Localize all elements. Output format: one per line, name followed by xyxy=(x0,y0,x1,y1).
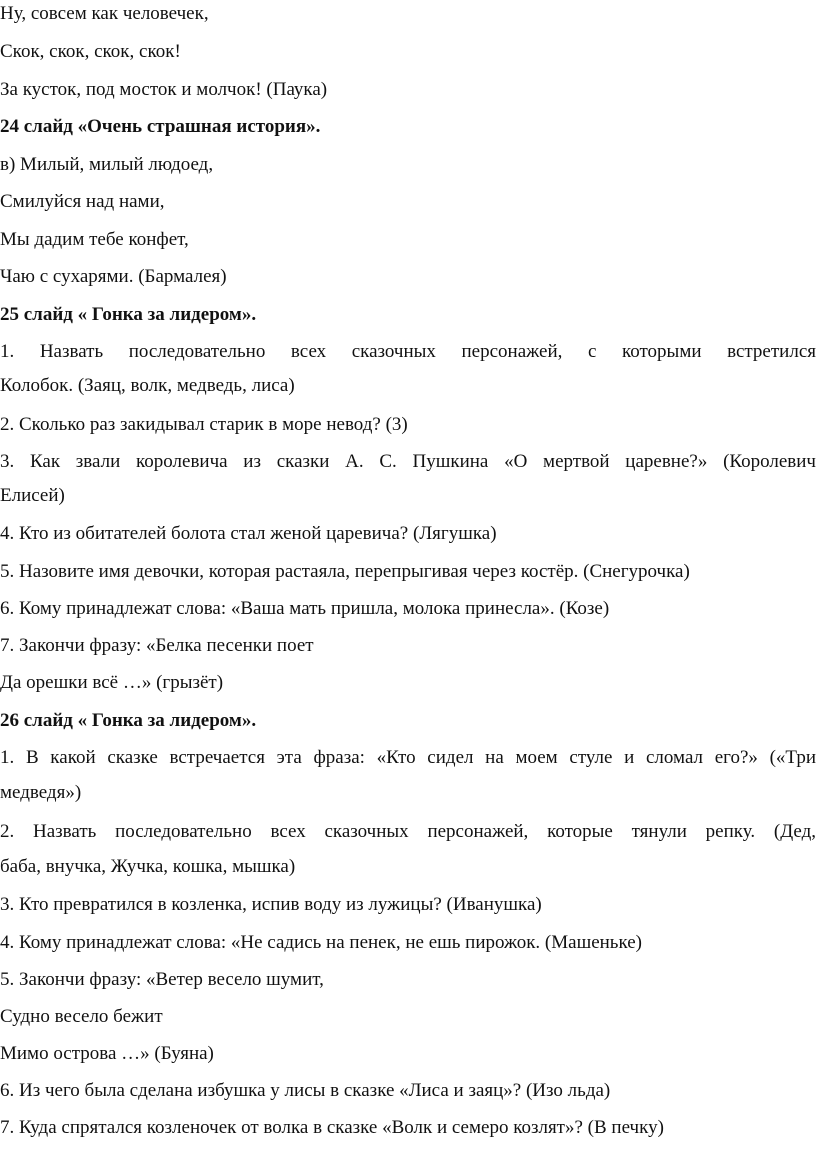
question-line: 5. Закончи фразу: «Ветер весело шумит, xyxy=(0,969,324,990)
question-line: 6. Из чего была сделана избушка у лисы в сказке «Лиса и заяц»? (Изо льда) xyxy=(0,1080,611,1101)
question-line: 3. Как звали королевича из сказки А. С. Пушкина «О мертвой царевне?» (Королевич xyxy=(0,451,816,472)
question-line: 7. Закончи фразу: «Белка песенки поет xyxy=(0,635,314,656)
question-line: 4. Кому принадлежат слова: «Не садись на пенек, не ешь пирожок. (Машеньке) xyxy=(0,932,642,953)
section-heading-slide-25: 25 слайд « Гонка за лидером». xyxy=(0,304,257,325)
question-line: 2. Назвать последовательно всех сказочных персонажей, которые тянули репку. (Дед, xyxy=(0,821,816,842)
question-line: 5. Назовите имя девочки, которая растаяла, перепрыгивая через костёр. (Снегурочка) xyxy=(0,561,690,582)
text-line: Судно весело бежит xyxy=(0,1006,163,1027)
text-line: Мимо острова …» (Буяна) xyxy=(0,1043,214,1064)
question-line: 1. Назвать последовательно всех сказочных персонажей, с которыми встретился xyxy=(0,341,816,362)
section-heading-slide-24: 24 слайд «Очень страшная история». xyxy=(0,116,321,137)
text-line: Да орешки всё …» (грызёт) xyxy=(0,672,224,693)
text-line: Чаю с сухарями. (Бармалея) xyxy=(0,266,227,287)
text-line: Колобок. (Заяц, волк, медведь, лиса) xyxy=(0,375,295,396)
text-line: Смилуйся над нами, xyxy=(0,191,165,212)
text-line: Ну, совсем как человечек, xyxy=(0,3,209,24)
question-line: 7. Куда спрятался козленочек от волка в сказке «Волк и семеро козлят»? (В печку) xyxy=(0,1117,664,1138)
text-line: медведя») xyxy=(0,782,82,803)
question-line: 3. Кто превратился в козленка, испив воду из лужицы? (Иванушка) xyxy=(0,894,542,915)
question-line: 1. В какой сказке встречается эта фраза: «Кто сидел на моем стуле и сломал его?» («Три xyxy=(0,747,816,768)
question-line: 6. Кому принадлежат слова: «Ваша мать пришла, молока принесла». (Козе) xyxy=(0,598,610,619)
text-line: Скок, скок, скок, скок! xyxy=(0,41,181,62)
text-line: в) Милый, милый людоед, xyxy=(0,154,214,175)
text-line: За кусток, под мосток и молчок! (Паука) xyxy=(0,79,328,100)
question-line: 2. Сколько раз закидывал старик в море невод? (3) xyxy=(0,414,408,435)
question-line: 4. Кто из обитателей болота стал женой царевича? (Лягушка) xyxy=(0,523,497,544)
section-heading-slide-26: 26 слайд « Гонка за лидером». xyxy=(0,710,257,731)
text-line: Мы дадим тебе конфет, xyxy=(0,229,189,250)
text-line: баба, внучка, Жучка, кошка, мышка) xyxy=(0,856,296,877)
text-line: Елисей) xyxy=(0,485,65,506)
